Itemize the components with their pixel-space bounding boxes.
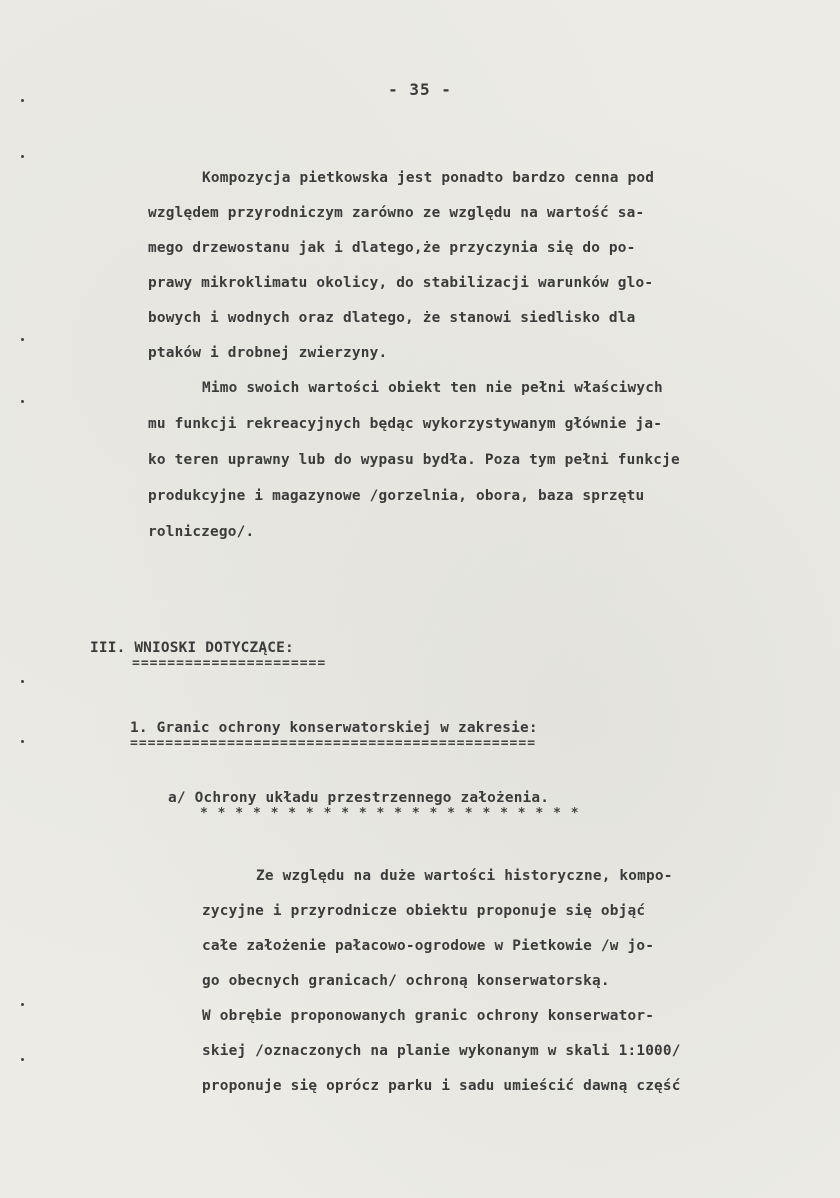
subheading-protection-boundaries-underline: ==============================================	[130, 736, 537, 751]
paragraph-line: prawy mikroklimatu okolicy, do stabilizacji warunków glo-	[148, 275, 654, 291]
margin-dot	[21, 99, 24, 102]
page-number: - 35 -	[388, 80, 452, 99]
paragraph-line: mego drzewostanu jak i dlatego,że przyczynia się do po-	[148, 240, 636, 256]
paragraph-line: zycyjne i przyrodnicze obiektu proponuje się objąć	[202, 903, 646, 919]
paragraph-line: W obrębie proponowanych granic ochrony konserwator-	[202, 1008, 655, 1024]
paragraph-line: proponuje się oprócz parku i sadu umieścić dawną część	[202, 1078, 681, 1094]
subheading-protection-boundaries: 1. Granic ochrony konserwatorskiej w zakresie:	[130, 720, 538, 736]
paragraph-line: rolniczego/.	[148, 524, 255, 540]
paragraph-line: bowych i wodnych oraz dlatego, że stanowi siedlisko dla	[148, 310, 636, 326]
margin-dot	[21, 740, 24, 743]
paragraph-line: Ze względu na duże wartości historyczne, kompo-	[256, 868, 673, 884]
paragraph-line: Kompozycja pietkowska jest ponadto bardzo cenna pod	[202, 170, 655, 186]
paragraph-line: ko teren uprawny lub do wypasu bydła. Poza tym pełni funkcje	[148, 452, 680, 468]
margin-dot	[21, 1003, 24, 1006]
margin-dot	[21, 1058, 24, 1061]
margin-dot	[21, 155, 24, 158]
subheading-spatial-layout: a/ Ochrony układu przestrzennego założenia.	[168, 790, 550, 806]
paragraph-line: go obecnych granicach/ ochroną konserwatorską.	[202, 973, 610, 989]
paragraph-line: całe założenie pałacowo-ogrodowe w Pietkowie /w jo-	[202, 938, 655, 954]
paragraph-line: produkcyjne i magazynowe /gorzelnia, obora, baza sprzętu	[148, 488, 645, 504]
margin-dot	[21, 338, 24, 341]
margin-dot	[21, 680, 24, 683]
paragraph-line: ptaków i drobnej zwierzyny.	[148, 345, 388, 361]
subheading-spatial-layout-underline: * * * * * * * * * * * * * * * * * * * * * *	[200, 806, 580, 821]
paragraph-line: względem przyrodniczym zarówno ze względu na wartość sa-	[148, 205, 645, 221]
section-heading-underline: ======================	[132, 656, 327, 671]
paragraph-line: Mimo swoich wartości obiekt ten nie pełni właściwych	[202, 380, 663, 396]
paragraph-line: skiej /oznaczonych na planie wykonanym w skali 1:1000/	[202, 1043, 681, 1059]
section-heading: III. WNIOSKI DOTYCZĄCE:	[90, 640, 294, 656]
margin-dot	[21, 400, 24, 403]
paragraph-line: mu funkcji rekreacyjnych będąc wykorzystywanym głównie ja-	[148, 416, 663, 432]
